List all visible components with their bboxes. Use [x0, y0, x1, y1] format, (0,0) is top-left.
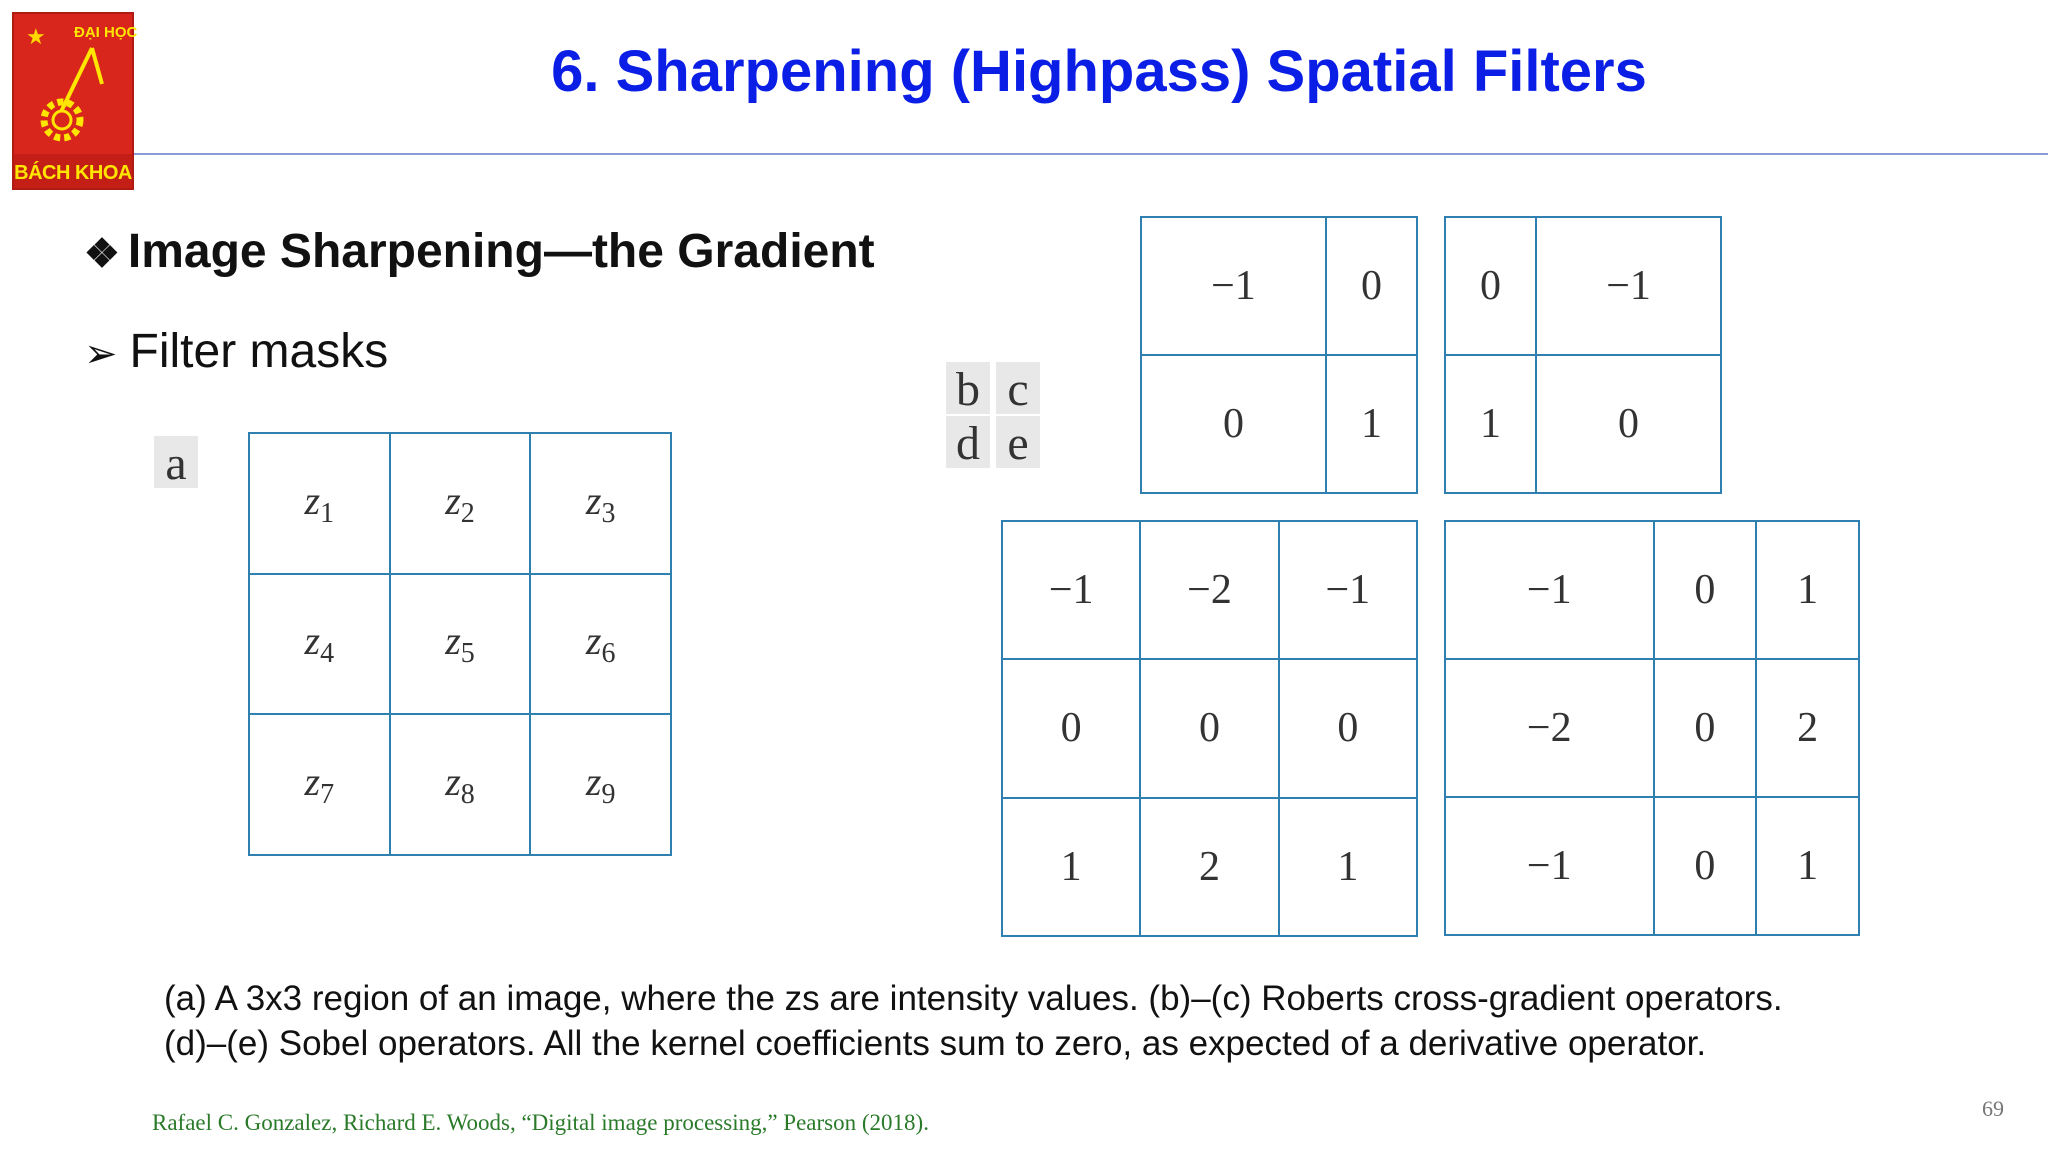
- grid-row: [249, 574, 671, 715]
- grid-cell: 0: [1654, 797, 1757, 935]
- panel-label-e: e: [996, 416, 1040, 468]
- grid-row: [1445, 659, 1859, 797]
- grid-row: [1002, 798, 1417, 936]
- grid-cell: [249, 574, 390, 715]
- panel-label-c: c: [996, 362, 1040, 414]
- grid-cell: 0: [1536, 355, 1721, 493]
- panel-label-b: b: [946, 362, 990, 414]
- grid-cell: −1: [1536, 217, 1721, 355]
- grid-cell: 0: [1326, 217, 1417, 355]
- grid-cell: 1: [1002, 798, 1140, 936]
- title-divider: [134, 153, 2048, 155]
- grid-row: [1445, 797, 1859, 935]
- cell-subscript: 5: [460, 638, 475, 670]
- caption-line-2: (d)–(e) Sobel operators. All the kernel coefficients sum to zero, as expected of a derivative operator.: [164, 1024, 1707, 1063]
- grid-cell: −2: [1445, 659, 1654, 797]
- grid-cell: 0: [1141, 355, 1326, 493]
- grid-cell: [530, 433, 671, 574]
- grid-cell: −1: [1279, 521, 1417, 659]
- grid-cell: 2: [1756, 659, 1859, 797]
- grid-cell: −1: [1445, 521, 1654, 659]
- grid-row: [1445, 217, 1721, 355]
- cell-variable: z: [585, 618, 602, 664]
- caption-line-1: (a) A 3x3 region of an image, where the zs are intensity values. (b)–(c) Roberts cross-gradient operators.: [164, 979, 1783, 1018]
- grid-cell: 1: [1326, 355, 1417, 493]
- cell-variable: z: [445, 477, 461, 523]
- grid-cell: −1: [1002, 521, 1140, 659]
- grid-cell: 2: [1140, 798, 1278, 936]
- cell-subscript: 3: [601, 497, 616, 529]
- figure-caption: [164, 976, 1783, 1066]
- grid-cell: 0: [1445, 217, 1536, 355]
- logo-top-text: ĐẠI HỌC: [74, 24, 138, 41]
- image-region-grid: [248, 432, 672, 856]
- grid-cell: 0: [1654, 521, 1757, 659]
- grid-row: [1141, 355, 1417, 493]
- cell-subscript: 7: [320, 779, 335, 811]
- roberts-mask-c: [1444, 216, 1722, 494]
- grid-row: [1002, 521, 1417, 659]
- grid-cell: −2: [1140, 521, 1278, 659]
- diamond-bullet-icon: ❖: [84, 232, 120, 276]
- sub-heading: [84, 324, 388, 379]
- sub-heading-text: Filter masks: [129, 325, 389, 378]
- grid-cell: 0: [1002, 659, 1140, 797]
- sobel-mask-d: [1001, 520, 1418, 937]
- grid-cell: 0: [1279, 659, 1417, 797]
- grid-row: [1445, 521, 1859, 659]
- cell-variable: z: [304, 618, 321, 664]
- cell-variable: z: [445, 618, 461, 664]
- panel-label-d: d: [946, 416, 990, 468]
- grid-cell: 0: [1654, 659, 1757, 797]
- sobel-mask-e: [1444, 520, 1860, 936]
- roberts-mask-b: [1140, 216, 1418, 494]
- grid-cell: [530, 574, 671, 715]
- grid-row: [1445, 355, 1721, 493]
- grid-cell: 1: [1756, 797, 1859, 935]
- slide-title: 6. Sharpening (Highpass) Spatial Filters: [551, 39, 1647, 104]
- logo-bottom-text: BÁCH KHOA: [14, 162, 132, 184]
- grid-row: [249, 433, 671, 574]
- cell-variable: z: [304, 759, 321, 805]
- cell-subscript: 4: [320, 638, 335, 670]
- grid-cell: [390, 574, 531, 715]
- arrow-bullet-icon: ➢: [84, 332, 118, 376]
- cell-variable: z: [445, 759, 461, 805]
- panel-label-a: a: [154, 436, 198, 488]
- grid-cell: 1: [1279, 798, 1417, 936]
- grid-cell: 1: [1445, 355, 1536, 493]
- cell-variable: z: [304, 477, 321, 523]
- cell-variable: z: [585, 477, 602, 523]
- citation: Rafael C. Gonzalez, Richard E. Woods, “Digital image processing,” Pearson (2018).: [152, 1110, 929, 1135]
- grid-row: [1002, 659, 1417, 797]
- cell-subscript: 2: [460, 497, 475, 529]
- logo-star-icon: ★: [26, 24, 46, 49]
- cell-subscript: 8: [460, 779, 475, 811]
- page-number: 69: [1982, 1096, 2004, 1121]
- section-heading-text: Image Sharpening—the Gradient: [127, 225, 875, 278]
- grid-cell: 0: [1140, 659, 1278, 797]
- grid-row: [249, 714, 671, 855]
- grid-cell: [390, 433, 531, 574]
- grid-cell: 1: [1756, 521, 1859, 659]
- grid-cell: −1: [1141, 217, 1326, 355]
- grid-cell: [249, 714, 390, 855]
- grid-row: [1141, 217, 1417, 355]
- grid-cell: [249, 433, 390, 574]
- cell-subscript: 1: [320, 497, 335, 529]
- cell-variable: z: [585, 759, 602, 805]
- grid-cell: −1: [1445, 797, 1654, 935]
- section-heading: [84, 224, 875, 279]
- grid-cell: [530, 714, 671, 855]
- cell-subscript: 9: [601, 779, 616, 811]
- cell-subscript: 6: [601, 638, 616, 670]
- grid-cell: [390, 714, 531, 855]
